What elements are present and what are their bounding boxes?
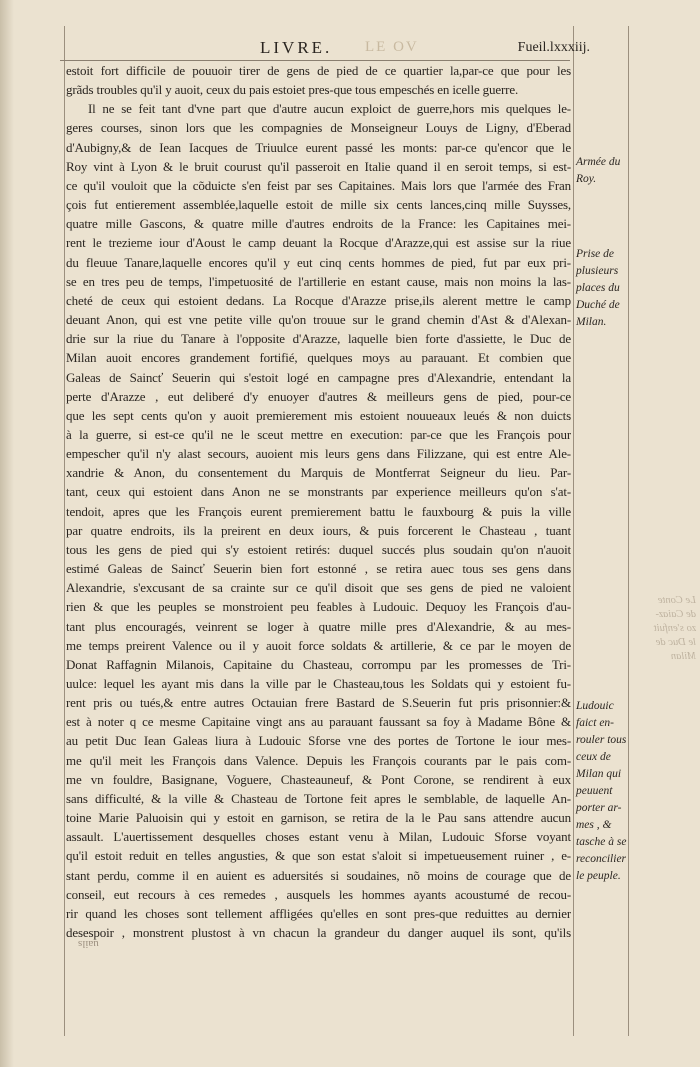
- text-line: ce qu'il vouloit que la cõduicte s'en feist par ses Capitaines. Mais lors que l'armée des Fran: [66, 177, 571, 193]
- text-line: est à noter q ce mesme Capitaine vingt ans au parauant faussant sa foy à Madame Bône &: [66, 714, 571, 730]
- text-line: stant perdu, comme il en auient es aduersités si soudaines, nõ moins de courage que de: [66, 867, 571, 883]
- text-line: grãds troubles qu'il y auoit, ceux du pais estoiet pres-que tous empeschés en icelle guerre.: [66, 82, 519, 98]
- text-line: au petit Duc Iean Galeas liura à Ludouic Sforse vne des portes de Tortone le iour mes-: [66, 733, 571, 749]
- running-head: [60, 38, 590, 62]
- folio-number: Fueil.lxxxiij.: [517, 40, 590, 55]
- text-line: toine Marie Paluoisin qui y estoit en garnison, se retira de la le Pau sans attendre aucun: [66, 810, 571, 826]
- text-line: rien & que les peuples se monstroient peu feables à Ludouic. Dequoy les François d'au-: [66, 599, 571, 615]
- text-line: cheté de ceux qui estoient dedans. La Rocque d'Arazze prise,ils alerent mettre le camp: [66, 292, 571, 308]
- bleed-through-margin-note: [638, 594, 696, 664]
- text-line: Donat Raffagnin Milanois, Capitaine du Chasteau, corrompu par les promesses de Tri-: [66, 656, 571, 672]
- margin-note-line: Duché de: [576, 299, 620, 311]
- margin-note-line: Milan qui: [576, 768, 622, 780]
- text-line: tous les gens de pied qui s'y estoient retirés: duquel succés plus soudain qu'on n'auoit: [66, 541, 571, 557]
- text-line: d'Aubigny,& de Iean Iacques de Triuulce eurent passé les monts: par-ce qu'encor que le: [66, 139, 571, 155]
- margin-note-line: Roy.: [576, 173, 597, 185]
- text-line: du fleuue Tanare,laquelle encores qu'il y eut cinq cents hommes de pied, fut par eux pri-: [66, 254, 571, 270]
- text-line: rent le trezieme iour d'Aoust le camp deuant la Rocque d'Arazze,qui est assise sur la riue: [66, 235, 571, 251]
- margin-note-line: reconcilier: [576, 853, 627, 865]
- text-line: assault. L'auertissement desquelles choses estant venu à Milan, Ludouic Sforse voyant: [66, 829, 571, 845]
- text-line: çois fut entierement assemblée,laquelle estoit de mille six cents lances,cinq mille Suysses,: [66, 197, 571, 213]
- text-line: Il ne se feit tant d'vne part que d'autre aucun exploict de guerre,hors mis quelques le-: [88, 101, 571, 117]
- text-line: me temps preirent Valence ou il y auoit force soldats & artillerie, & ce par le moyen de: [66, 637, 571, 653]
- page-edge-shadow: [0, 0, 14, 1067]
- text-line: estimé Galeas de Saincť Seuerin bien fort estonné , se retira auec tous ses gens dans: [66, 561, 571, 577]
- text-line: se en tres peu de temps, l'impetuosité de l'artillerie en estant cause, mais non moins la las-: [66, 273, 571, 289]
- text-line: Roy vint à Lyon & le bruit courust qu'il passeroit en Italie quand il en seroit temps, si est-: [66, 158, 571, 174]
- ghost-note-line: zo s'enfuit: [653, 623, 696, 634]
- text-line: me qu'il meit les François dans Valence. Depuis les François courants par le pais com-: [66, 752, 571, 768]
- text-line: Milan auoit encores grandement fortifié, quelques moys au parauant. Et combien que: [66, 350, 571, 366]
- margin-note-line: peuuent: [576, 785, 613, 797]
- text-line: quatre mille Gascons, & quatre mille d'autres endroits de la France: les Capitaines mei-: [66, 216, 571, 232]
- bleed-through-title: LE OV: [365, 39, 419, 55]
- text-line: rent pris ou tués,& entre autres Octauian frere Bastard de S.Seuerin fut pris prisonnier:&: [66, 695, 571, 711]
- catchword: uails: [78, 938, 99, 950]
- text-line: que les sept cents qu'on y auoit premierement mis estoient nouueaux leués & non duicts: [66, 407, 571, 423]
- text-line: deuant Anon, qui est vne petite ville qu'on trouue sur le grand chemin d'Ast & d'Alexan-: [66, 312, 571, 328]
- text-line: uulce: lequel les ayant mis dans la ville par le Chasteau,tous les Soldats qui y estoient fu-: [66, 676, 571, 691]
- text-line: tendoit, apres que les François eurent premierement battu le fauxbourg & puis la ville: [66, 503, 571, 519]
- margin-note-ludouic: [576, 698, 636, 885]
- margin-note-line: places du: [576, 282, 620, 294]
- text-line: xandrie & Anon, du consentement du Marquis de Montferrat Seigneur du lieu. Par-: [66, 465, 571, 481]
- text-line: drie sur la riue du Tanare à l'opposite d'Arazze, laquelle bien forte d'assiette, le Duc de: [66, 331, 571, 347]
- ghost-note-line: de Caiaz-: [655, 609, 696, 620]
- text-line: sans difficulté, & la ville & Chasteau de Tortone feit apres le semblable, de laquelle An-: [66, 790, 571, 806]
- text-line: conseil, eut recours à ces remedes , ausquels les hommes ayants acoustumé de recou-: [66, 886, 571, 902]
- text-line: tant, ceux qui estoient dans Anon ne se monstrants par experience meilleurs qu'on s'at-: [66, 484, 571, 500]
- text-line: qu'il estoit reduit en telles angusties, & que son estat s'aloit si impetueusement ruiner , e-: [66, 848, 571, 864]
- margin-note-line: Milan.: [576, 316, 607, 328]
- text-frame-gutter-rule: [573, 26, 574, 1036]
- margin-note-armee: [576, 154, 636, 188]
- margin-note-line: plusieurs: [576, 265, 619, 277]
- text-line: empescher qu'il n'y alast secours, auoient mis leurs gens dans Filizzane, qui est entre Ale-: [66, 446, 571, 462]
- margin-note-line: ceux de: [576, 751, 611, 763]
- margin-note-line: Prise de: [576, 248, 615, 260]
- ghost-note-line: Milan: [670, 651, 696, 662]
- text-line: Alexandrie, s'excusant de sa crainte sur ce qu'il disoit que ses gens de pied ne valoient: [66, 580, 571, 596]
- text-line: par quatre endroits, ils la preirent en deux iours, & puis forcerent le Chasteau , tuant: [66, 522, 571, 538]
- text-line: me vn fouldre, Basignane, Voguere, Chasteauneuf, & Pont Corone, se rendirent à eux: [66, 771, 571, 787]
- text-line: Galeas de Saincť Seuerin qui s'estoit logé en campagne pres d'Alexandrie, entendant la: [66, 369, 571, 385]
- text-frame-left-rule: [64, 26, 65, 1036]
- margin-note-line: Armée du: [576, 156, 621, 168]
- margin-note-line: mes , &: [576, 819, 612, 831]
- ghost-note-line: le Duc de: [655, 637, 696, 648]
- text-line: perte d'Arazze , eut deliberé d'y enuoyer d'autres & meilleurs gens de pied, pour-ce: [66, 388, 571, 404]
- ghost-note-line: Le Conte: [657, 595, 696, 606]
- margin-note-line: porter ar-: [576, 802, 622, 814]
- margin-note-line: tasche à se: [576, 836, 627, 848]
- text-line: rir quand les choses sont tellement affligées qu'elles en sont pres-que reduittes au dernier: [66, 905, 571, 921]
- text-line: tant plus encouragés, veinrent se loger à quatre mille pres d'Alexandrie, & au mes-: [66, 618, 571, 634]
- margin-note-prise: [576, 246, 636, 331]
- text-line: à la guerre, si est-ce qu'il ne le sceut mettre en execution: par-ce que les François pour: [66, 426, 571, 442]
- margin-note-line: faict en-: [576, 717, 614, 729]
- text-line: estoit fort difficile de pouuoir tirer de gens de pied de ce quartier la,par-ce que pour les: [66, 63, 571, 78]
- margin-note-line: Ludouic: [576, 700, 614, 712]
- margin-note-line: rouler tous: [576, 734, 627, 746]
- text-line: geres courses, sinon lors que les compagnies de Monseigneur Louys de Ligny, d'Eberad: [66, 120, 571, 136]
- text-line: desespoir , monstrent plustost à vn chacun la grandeur du danger auquel ils sont, qu'ils: [66, 925, 571, 941]
- margin-note-line: le peuple.: [576, 870, 621, 882]
- running-title: LIVRE.: [260, 38, 333, 57]
- main-text-block: [66, 61, 571, 941]
